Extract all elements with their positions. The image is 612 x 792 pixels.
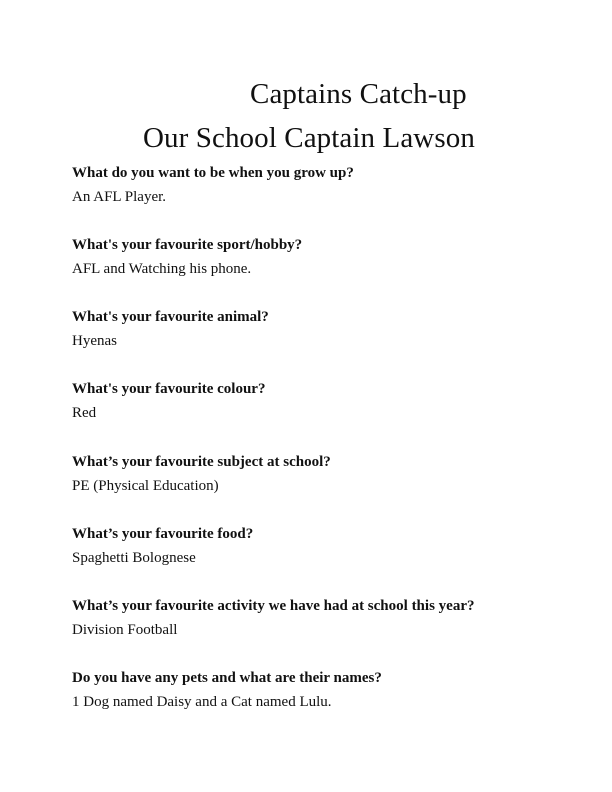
qa-item <box>72 306 592 352</box>
answer-text: Hyenas <box>72 333 117 349</box>
answer-text: Division Football <box>72 622 178 638</box>
page-subtitle: Our School Captain Lawson <box>143 122 475 154</box>
answer-text: AFL and Watching his phone. <box>72 261 252 277</box>
qa-item <box>72 667 592 713</box>
qa-item <box>72 378 592 424</box>
answer-text: 1 Dog named Daisy and a Cat named Lulu. <box>72 694 332 710</box>
qa-item <box>72 523 592 569</box>
answer-text: PE (Physical Education) <box>72 478 219 494</box>
question-text: What’s your favourite food? <box>72 526 254 542</box>
page-title: Captains Catch-up <box>250 78 467 110</box>
question-text: What’s your favourite subject at school? <box>72 454 331 470</box>
qa-item <box>72 162 592 208</box>
answer-text: An AFL Player. <box>72 189 167 205</box>
question-text: What's your favourite animal? <box>72 309 269 325</box>
question-text: What’s your favourite activity we have had at school this year? <box>72 598 475 614</box>
question-text: What's your favourite colour? <box>72 381 266 397</box>
answer-text: Spaghetti Bolognese <box>72 550 196 566</box>
question-text: Do you have any pets and what are their names? <box>72 670 382 686</box>
qa-item <box>72 595 592 641</box>
answer-text: Red <box>72 405 97 421</box>
qa-item <box>72 234 592 280</box>
question-text: What do you want to be when you grow up? <box>72 165 354 181</box>
question-text: What's your favourite sport/hobby? <box>72 237 303 253</box>
qa-item <box>72 451 592 497</box>
